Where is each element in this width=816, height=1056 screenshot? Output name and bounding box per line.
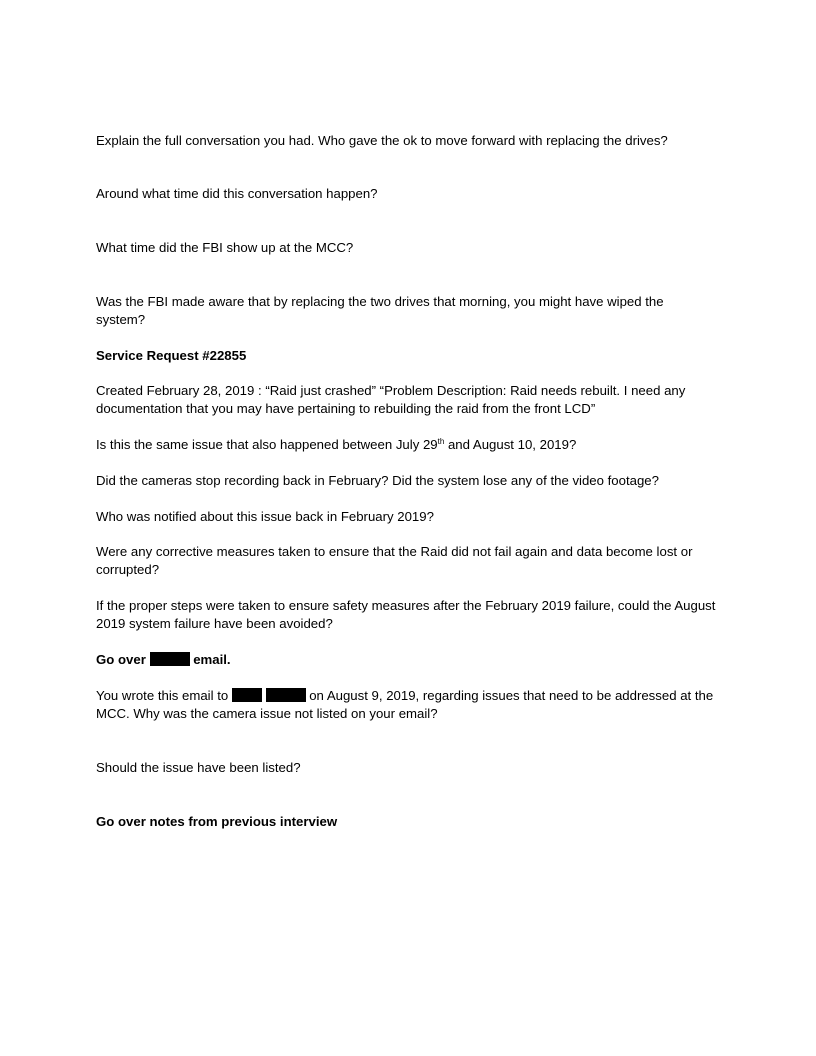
service-request-created: Created February 28, 2019 : “Raid just crashed” “Problem Description: Raid needs rebuilt. I need any documentation that you may have pertaining to rebuilding the raid from the front LCD” xyxy=(96,383,686,416)
question-same-issue-text-end: and August 10, 2019? xyxy=(444,437,577,452)
redaction-block xyxy=(150,652,190,666)
question-listed: Should the issue have been listed? xyxy=(96,760,301,775)
notes-heading: Go over notes from previous interview xyxy=(96,814,338,829)
email-paragraph-text: You wrote this email to xyxy=(96,688,229,703)
question-corrective-measures: Were any corrective measures taken to ensure that the Raid did not fail again and data become lost or corrupted? xyxy=(96,544,693,577)
go-over-email-heading xyxy=(96,651,716,669)
question-same-issue-text: Is this the same issue that also happened between July 29 xyxy=(96,437,438,452)
go-over-email-text-end: email. xyxy=(193,652,231,667)
redaction-block xyxy=(266,688,306,702)
question-notified: Who was notified about this issue back in February 2019? xyxy=(96,509,434,524)
email-paragraph-text-end: on August 9, 2019, regarding issues that need to be addressed at the MCC. Why was the camera issue not listed on your email? xyxy=(96,688,714,721)
question-avoided: If the proper steps were taken to ensure safety measures after the February 2019 failure, could the August 2019 system failure have been avoided? xyxy=(96,598,716,631)
go-over-email-text: Go over xyxy=(96,652,146,667)
question-time: Around what time did this conversation happen? xyxy=(96,186,378,201)
redaction-block xyxy=(232,688,262,702)
ordinal-suffix: th xyxy=(437,437,445,446)
question-fbi-arrival: What time did the FBI show up at the MCC? xyxy=(96,240,354,255)
service-request-heading: Service Request #22855 xyxy=(96,348,247,363)
question-same-issue xyxy=(96,436,716,454)
email-paragraph xyxy=(96,687,716,723)
question-cameras: Did the cameras stop recording back in February? Did the system lose any of the video footage? xyxy=(96,473,659,488)
question-fbi-aware: Was the FBI made aware that by replacing the two drives that morning, you might have wiped the system? xyxy=(96,294,664,327)
question-conversation: Explain the full conversation you had. Who gave the ok to move forward with replacing the drives? xyxy=(96,133,668,148)
